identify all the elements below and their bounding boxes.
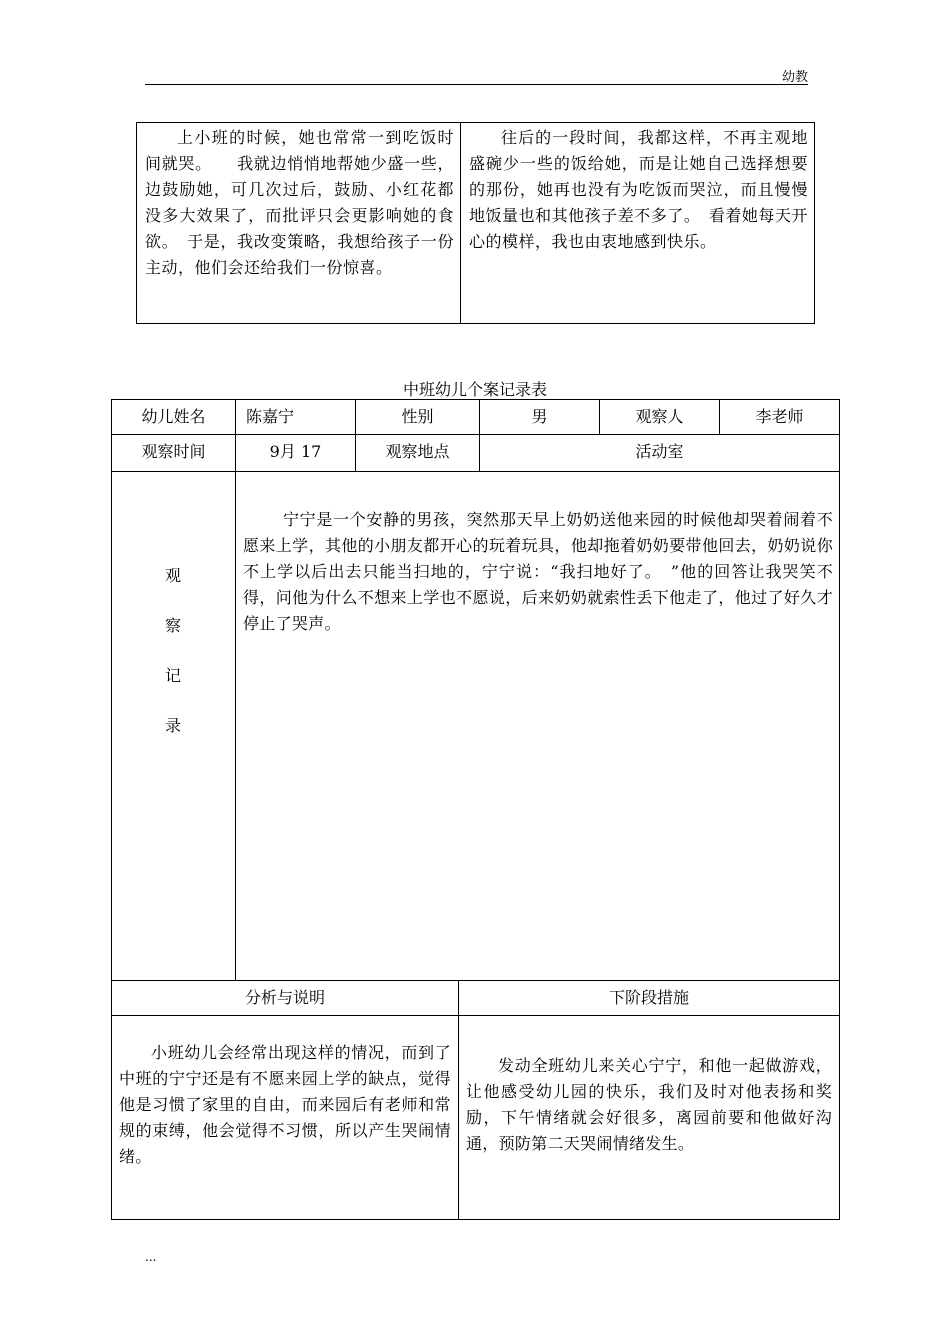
observation-label-char-4: 录 xyxy=(164,716,181,735)
time-value: 9月 17 xyxy=(269,442,322,461)
next-steps-label-cell xyxy=(458,980,840,1015)
header-rule xyxy=(145,84,808,85)
analysis-label-cell xyxy=(111,980,458,1015)
name-label-cell xyxy=(111,399,235,434)
place-label-cell xyxy=(355,434,479,471)
next-steps-paragraph: 发动全班幼儿来关心宁宁，和他一起做游戏，让他感受幼儿园的快乐，我们及时对他表扬和奖励，下午情绪就会好很多，离园前要和他做好沟通，预防第二天哭闹情绪发生。 xyxy=(466,1056,832,1153)
observer-label-cell xyxy=(599,399,719,434)
observation-text xyxy=(243,507,833,637)
observer-value-cell xyxy=(719,399,840,434)
time-label-cell xyxy=(111,434,235,471)
top-table-left-cell xyxy=(137,123,461,323)
name-value-cell xyxy=(235,399,355,434)
gender-value: 男 xyxy=(531,407,548,426)
gender-label: 性别 xyxy=(401,407,434,426)
header-label: 幼教 xyxy=(781,70,808,85)
record-table xyxy=(111,399,840,1220)
observer-label: 观察人 xyxy=(635,407,684,426)
gender-value-cell xyxy=(479,399,599,434)
footer-dots: ... xyxy=(145,1250,157,1264)
top-table-right-cell xyxy=(461,123,814,323)
place-label: 观察地点 xyxy=(385,442,450,461)
observation-label-char-2: 察 xyxy=(164,616,181,635)
top-left-text: 上小班的时候，她也常常一到吃饭时间就哭。 我就边悄悄地帮她少盛一些，边鼓励她，可几次过后，鼓励、小红花都没多大效果了，而批评只会更影响她的食欲。 于是，我改变策略，我想给孩子一份主动，他们会还给我们一份惊喜。 xyxy=(145,128,454,277)
place-value-cell xyxy=(479,434,840,471)
name-label: 幼儿姓名 xyxy=(141,407,206,426)
observer-value: 李老师 xyxy=(755,407,804,426)
analysis-paragraph: 小班幼儿会经常出现这样的情况，而到了中班的宁宁还是有不愿来园上学的缺点，觉得他是习惯了家里的自由，而来园后有老师和常规的束缚，他会觉得不习惯，所以产生哭闹情绪。 xyxy=(119,1043,451,1166)
time-label: 观察时间 xyxy=(141,442,206,461)
observation-label-char-3: 记 xyxy=(164,666,181,685)
top-table xyxy=(136,122,815,324)
observation-label-char-1: 观 xyxy=(164,566,181,585)
top-right-text: 往后的一段时间，我都这样，不再主观地盛碗少一些的饭给她，而是让她自己选择想要的那份，她再也没有为吃饭而哭泣，而且慢慢地饭量也和其他孩子差不多了。 看着她每天开心的模样，我也由衷地感到快乐。 xyxy=(469,128,808,251)
time-value-cell xyxy=(235,434,355,471)
name-value: 陈嘉宁 xyxy=(246,407,295,426)
analysis-label: 分析与说明 xyxy=(244,988,325,1007)
form-title: 中班幼儿个案记录表 xyxy=(402,380,547,399)
next-steps-text xyxy=(466,1053,832,1157)
place-value: 活动室 xyxy=(635,442,684,461)
observation-paragraph: 宁宁是一个安静的男孩，突然那天早上奶奶送他来园的时候他却哭着闹着不愿来上学，其他的小朋友都开心的玩着玩具，他却拖着奶奶要带他回去，奶奶说你不上学以后出去只能当扫地的，宁宁说：“我扫地好了。 ”他的回答让我哭笑不得，问他为什么不想来上学也不愿说，后来奶奶就索性丢下他走了，他过了好久才停止了哭声。 xyxy=(243,510,833,633)
next-steps-label: 下阶段措施 xyxy=(608,988,689,1007)
gender-label-cell xyxy=(355,399,479,434)
analysis-text xyxy=(119,1040,451,1170)
